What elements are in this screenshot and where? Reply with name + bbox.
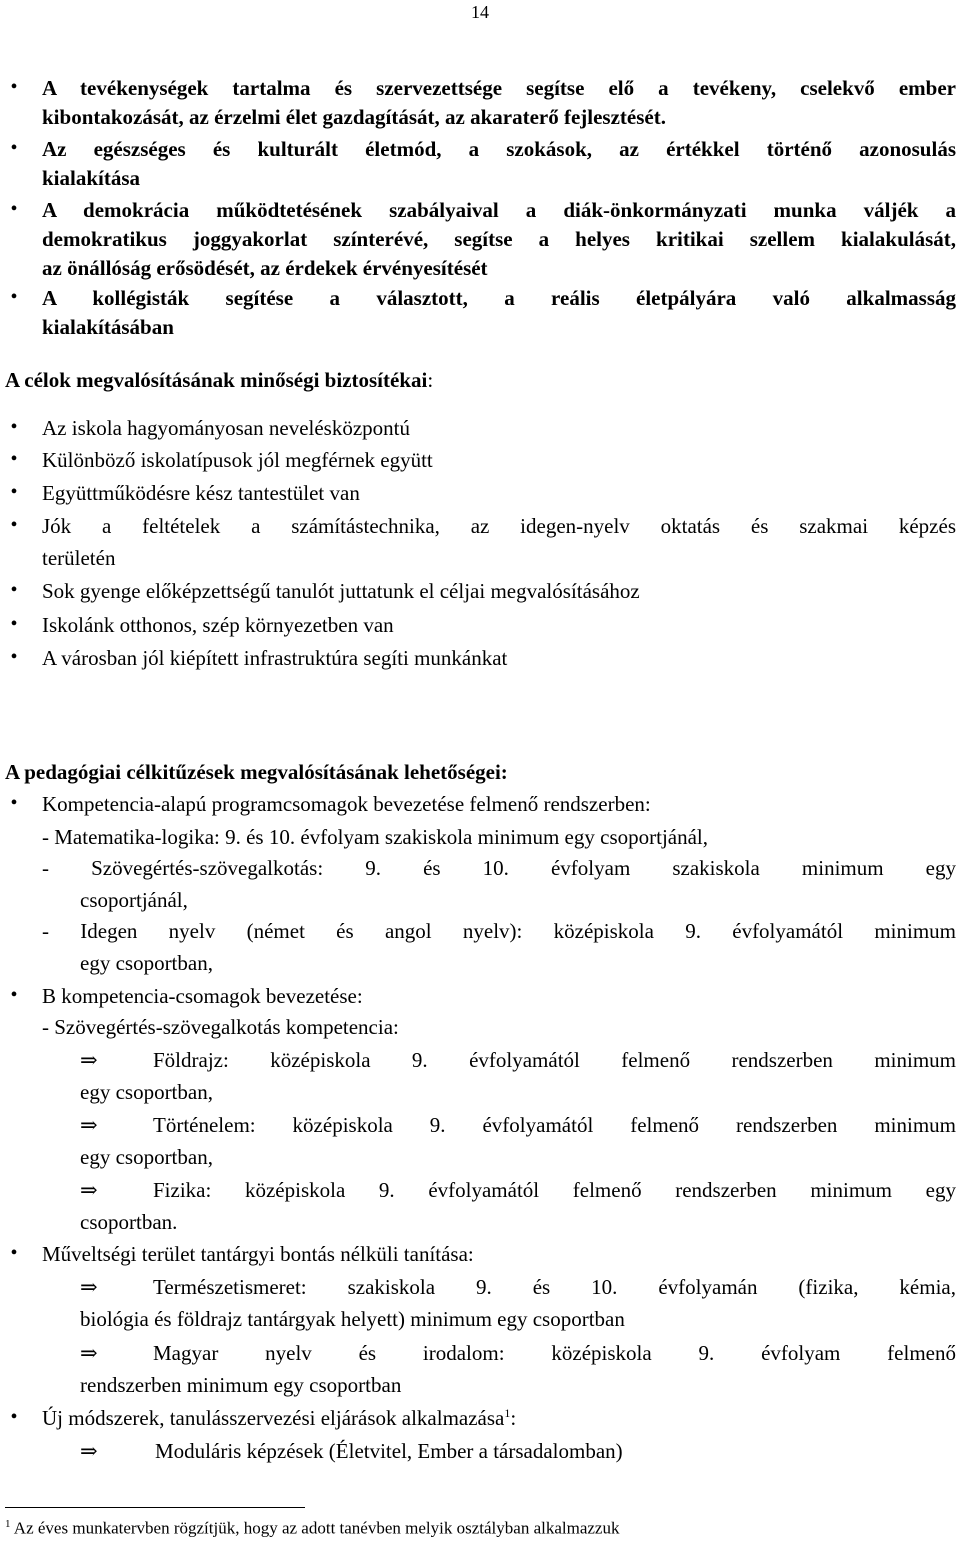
sub-item: - Szövegértés-szövegalkotás kompetencia: — [42, 1015, 399, 1039]
list-item-line: kialakításában — [42, 315, 174, 339]
page-number: 14 — [471, 2, 489, 22]
list-item-line: az önállóság erősödését, az érdekek érvényesítését — [42, 256, 488, 280]
double-arrow-icon: ⇒ — [80, 1113, 98, 1137]
arrow-item: Földrajz: középiskola 9. évfolyamától felmenő rendszerben minimum — [153, 1048, 956, 1072]
list-item: Jók a feltételek a számítástechnika, az idegen-nyelv oktatás és szakmai képzés — [42, 514, 956, 538]
bullet-icon: • — [10, 1406, 18, 1428]
bullet-icon: • — [10, 792, 18, 814]
bullet-icon: • — [10, 613, 18, 635]
section-heading: A pedagógiai célkitűzések megvalósításának lehetőségei: — [5, 760, 508, 784]
list-item: B kompetencia-csomagok bevezetése: — [42, 984, 363, 1008]
list-item-line: kialakítása — [42, 166, 141, 190]
arrow-item-line: rendszerben minimum egy csoportban — [80, 1373, 402, 1397]
bullet-icon: • — [10, 984, 18, 1006]
double-arrow-icon: ⇒ — [80, 1439, 98, 1463]
arrow-item: Moduláris képzések (Életvitel, Ember a társadalomban) — [155, 1439, 623, 1463]
arrow-item-line: csoportban. — [80, 1210, 178, 1234]
section-heading: A célok megvalósításának minőségi biztosítékai: — [5, 368, 434, 392]
list-item-line: Az egészséges és kulturált életmód, a szokások, az értékkel történő azonosulás — [42, 137, 956, 161]
list-item: Az iskola hagyományosan nevelésközpontú — [42, 416, 410, 440]
bullet-icon: • — [10, 1242, 18, 1264]
double-arrow-icon: ⇒ — [80, 1275, 98, 1299]
list-item-line: A tevékenységek tartalma és szervezettsége segítse elő a tevékeny, cselekvő ember — [42, 76, 956, 100]
list-item: Új módszerek, tanulásszervezési eljárások alkalmazása$^1$: — [42, 1406, 517, 1430]
bullet-icon: • — [10, 448, 18, 470]
sub-item-line: csoportjánál, — [80, 888, 188, 912]
arrow-item: Történelem: középiskola 9. évfolyamától felmenő rendszerben minimum — [153, 1113, 956, 1137]
arrow-item-line: egy csoportban, — [80, 1145, 213, 1169]
arrow-item: Természetismeret: szakiskola 9. és 10. évfolyamán (fizika, kémia, — [153, 1275, 956, 1299]
list-item-line: kibontakozását, az érzelmi élet gazdagítását, az akaraterő fejlesztését. — [42, 105, 666, 129]
arrow-item: Fizika: középiskola 9. évfolyamától felmenő rendszerben minimum egy — [153, 1178, 956, 1202]
bullet-icon: • — [10, 481, 18, 503]
list-item-line: A demokrácia működtetésének szabályaival a diák-önkormányzati munka váljék a — [42, 198, 956, 222]
arrow-item-line: egy csoportban, — [80, 1080, 213, 1104]
sub-item: - Szövegértés-szövegalkotás: 9. és 10. évfolyam szakiskola minimum egy — [42, 856, 956, 880]
list-item: Különböző iskolatípusok jól megférnek együtt — [42, 448, 433, 472]
list-item-line: A kollégisták segítése a választott, a reális életpályára való alkalmasság — [42, 286, 956, 310]
list-item: Sok gyenge előképzettségű tanulót juttatunk el céljai megvalósításához — [42, 579, 640, 603]
footnote-divider — [5, 1507, 305, 1508]
bullet-icon: • — [10, 514, 18, 536]
bullet-icon: • — [10, 198, 18, 220]
bullet-icon: • — [10, 137, 18, 159]
bullet-icon: • — [10, 646, 18, 668]
arrow-item-line: biológia és földrajz tantárgyak helyett) minimum egy csoportban — [80, 1307, 625, 1331]
sub-item: - Matematika-logika: 9. és 10. évfolyam szakiskola minimum egy csoportjánál, — [42, 825, 709, 849]
bullet-icon: • — [10, 76, 18, 98]
bullet-icon: • — [10, 579, 18, 601]
arrow-item: Magyar nyelv és irodalom: középiskola 9. évfolyam felmenő — [153, 1341, 956, 1365]
list-item: Együttműködésre kész tantestület van — [42, 481, 360, 505]
list-item: Műveltségi terület tantárgyi bontás nélküli tanítása: — [42, 1242, 474, 1266]
sub-item: - Idegen nyelv (német és angol nyelv): középiskola 9. évfolyamától minimum — [42, 919, 956, 943]
sub-item-line: egy csoportban, — [80, 951, 213, 975]
bullet-icon: • — [10, 286, 18, 308]
bullet-icon: • — [10, 416, 18, 438]
footnote: $^1$ Az éves munkatervben rögzítjük, hogy az adott tanévben melyik osztályban alkalmazzuk — [5, 1518, 620, 1538]
list-item-line: demokratikus joggyakorlat színterévé, segítse a helyes kritikai szellem kialakulását, — [42, 227, 956, 251]
list-item: A városban jól kiépített infrastruktúra segíti munkánkat — [42, 646, 508, 670]
double-arrow-icon: ⇒ — [80, 1341, 98, 1365]
double-arrow-icon: ⇒ — [80, 1048, 98, 1072]
list-item: Iskolánk otthonos, szép környezetben van — [42, 613, 394, 637]
footnote-ref: 1 — [504, 1406, 511, 1420]
list-item: Kompetencia-alapú programcsomagok bevezetése felmenő rendszerben: — [42, 792, 651, 816]
list-item-line: területén — [42, 546, 116, 570]
double-arrow-icon: ⇒ — [80, 1178, 98, 1202]
